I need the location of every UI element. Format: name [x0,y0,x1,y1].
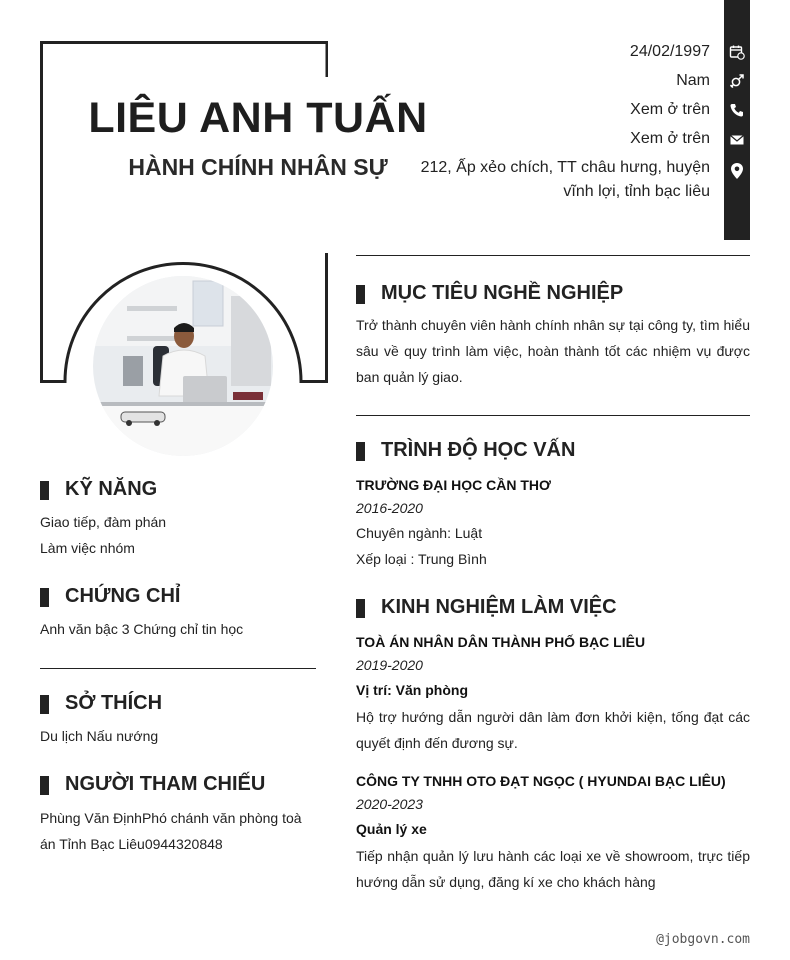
hobbies-heading [40,692,162,715]
education-school: TRƯỜNG ĐẠI HỌC CẦN THƠ [356,477,551,493]
heading-marker [40,776,49,795]
heading-marker [356,285,365,304]
right-divider-top [356,255,750,256]
references-heading-text: NGƯỜI THAM CHIẾU [65,773,266,795]
job-company: TOÀ ÁN NHÂN DÂN THÀNH PHỐ BẠC LIÊU [356,634,646,650]
address: 212, Ấp xẻo chích, TT châu hưng, huyện vĩnh lợi, tỉnh bạc liêu [420,159,710,200]
birthday: 24/02/1997 [629,43,710,60]
location-pin-icon [729,162,745,180]
education-grade: Xếp loại : Trung Bình [356,551,487,567]
objective-heading [356,282,623,305]
hobbies-heading-text: SỞ THÍCH [65,692,163,714]
experience-heading [356,596,617,619]
certificates-heading [40,585,180,608]
job-description: Hộ trợ hướng dẫn người dân làm đơn khởi kiện, tống đạt các quyết định đến đương sự. [356,709,750,751]
heading-marker [40,481,49,500]
job-description: Tiếp nhận quản lý lưu hành các loại xe về showroom, trực tiếp hướng dẫn sử dụng, đăng kí xe cho khách hàng [356,848,750,890]
references-heading [40,773,265,796]
profile-photo [93,276,273,456]
education-heading-text: TRÌNH ĐỘ HỌC VẤN [381,439,576,461]
skills-heading [40,478,157,501]
candidate-name: LIÊU ANH TUẤN [88,94,428,142]
job-period: 2020-2023 [356,796,423,812]
heading-marker [40,588,49,607]
job-role: Vị trí: Văn phòng [356,682,468,698]
mail-icon [729,132,745,148]
job-role: Quản lý xe [356,821,427,837]
watermark: @jobgovn.com [656,932,750,947]
candidate-position: HÀNH CHÍNH NHÂN SỰ [128,154,388,180]
hobbies-text: Du lịch Nấu nướng [40,728,159,744]
right-divider-middle [356,415,750,416]
calendar-icon [729,44,745,60]
experience-heading-text: KINH NGHIỆM LÀM VIỆC [381,596,617,618]
left-divider [40,668,316,669]
skill-item: Giao tiếp, đàm phán [40,514,167,530]
heading-marker [356,599,365,618]
heading-marker [356,442,365,461]
gender-icon [729,73,745,89]
phone: Xem ở trên [630,101,710,118]
objective-heading-text: MỤC TIÊU NGHỀ NGHIỆP [381,282,624,304]
job-company: CÔNG TY TNHH OTO ĐẠT NGỌC ( HYUNDAI BẠC LIÊU) [356,773,726,789]
objective-text: Trở thành chuyên viên hành chính nhân sự tại công ty, tìm hiểu sâu về quy trình làm việc, hoàn thành tốt các nhiệm vụ được ban quản lý giao. [356,317,750,385]
skills-heading-text: KỸ NĂNG [65,478,158,500]
references-text: Phùng Văn ĐịnhPhó chánh văn phòng toà án Tỉnh Bạc Liêu0944320848 [40,810,302,852]
heading-marker [40,695,49,714]
phone-icon [729,102,745,118]
certificates-heading-text: CHỨNG CHỈ [65,585,181,607]
contact-icon-bar [724,0,750,240]
education-heading [356,439,575,462]
education-major: Chuyên ngành: Luật [356,525,483,541]
education-period: 2016-2020 [356,500,423,516]
email: Xem ở trên [630,130,710,147]
gender: Nam [676,72,710,89]
skill-item: Làm việc nhóm [40,540,135,556]
certificates-text: Anh văn bậc 3 Chứng chỉ tin học [40,621,244,637]
job-period: 2019-2020 [356,657,423,673]
